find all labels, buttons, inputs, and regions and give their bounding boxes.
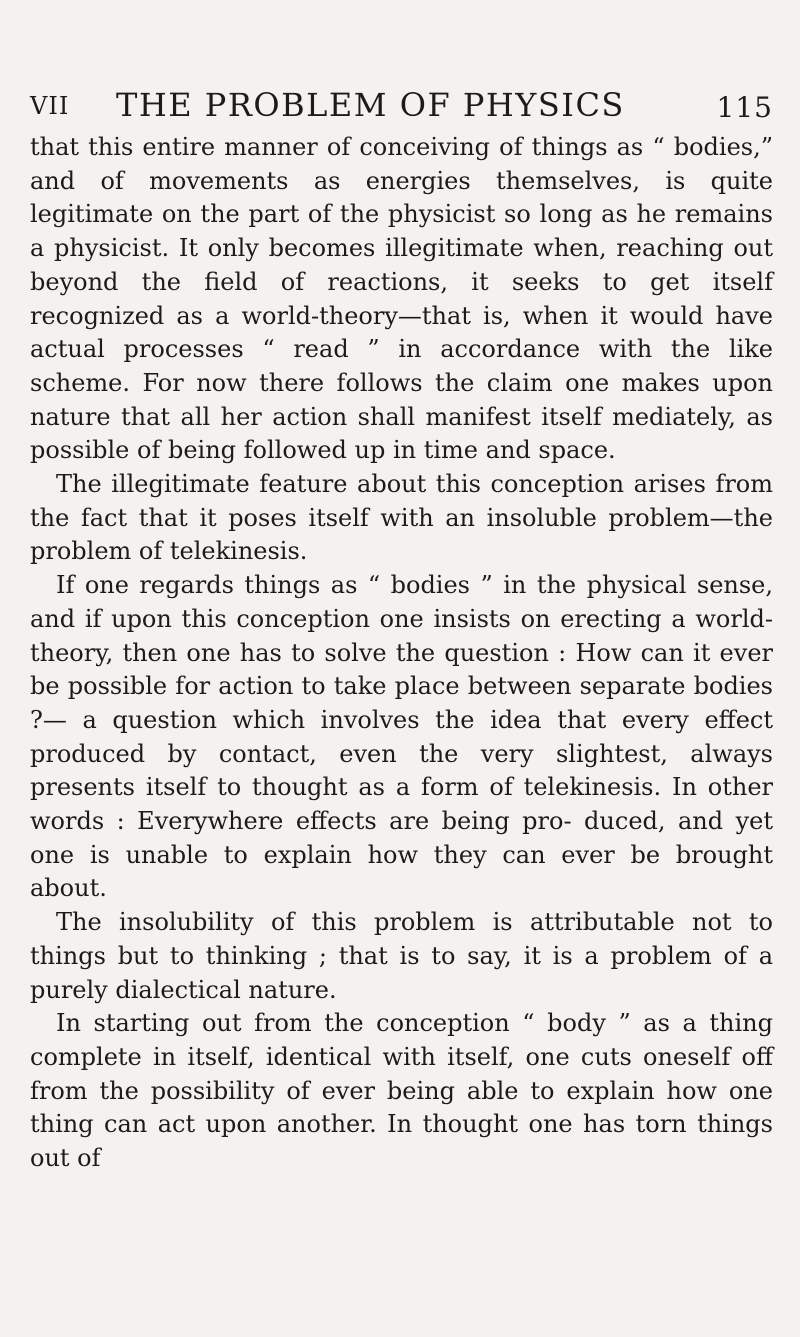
paragraph-3: If one regards things as “ bodies ” in the physical sense, and if upon this conception one insists on erecting a world-theory, then one has to solve the question : How can it ever be possible for action to take place between separate bodies ?— a question which involves the idea that every effect produced by contact, even the very slightest, always presents itself to thought as a form of telekinesis. In other words : Everywhere effects are being pro- duced, and yet one is unable to explain how they can ever be brought about. — [30, 571, 773, 903]
running-header — [30, 86, 773, 126]
paragraph-5: In starting out from the conception “ body ” as a thing complete in itself, identical with itself, one cuts oneself off from the possibility of ever being able to explain how one thing can act upon another. In thought one has torn things out of — [30, 1009, 773, 1173]
chapter-number: VII — [30, 92, 70, 120]
running-title: THE PROBLEM OF PHYSICS — [116, 86, 625, 124]
paragraph-2: The illegitimate feature about this conception arises from the fact that it poses itself with an insoluble problem—the problem of telekinesis. — [30, 470, 773, 566]
paragraph-1: that this entire manner of conceiving of things as “ bodies,” and of movements as energies themselves, is quite legitimate on the part of the physicist so long as he remains a physicist. It only becomes illegitimate when, reaching out beyond the field of reactions, it seeks to get itself recognized as a world-theory—that is, when it would have actual processes “ read ” in accordance with the like scheme. For now there follows the claim one makes upon nature that all her action shall manifest itself mediately, as possible of being followed up in time and space. — [30, 133, 773, 465]
paragraph-4: The insolubility of this problem is attributable not to things but to thinking ; that is to say, it is a problem of a purely dialectical nature. — [30, 908, 773, 1004]
page-number: 115 — [716, 91, 773, 124]
body-text — [30, 131, 773, 1176]
